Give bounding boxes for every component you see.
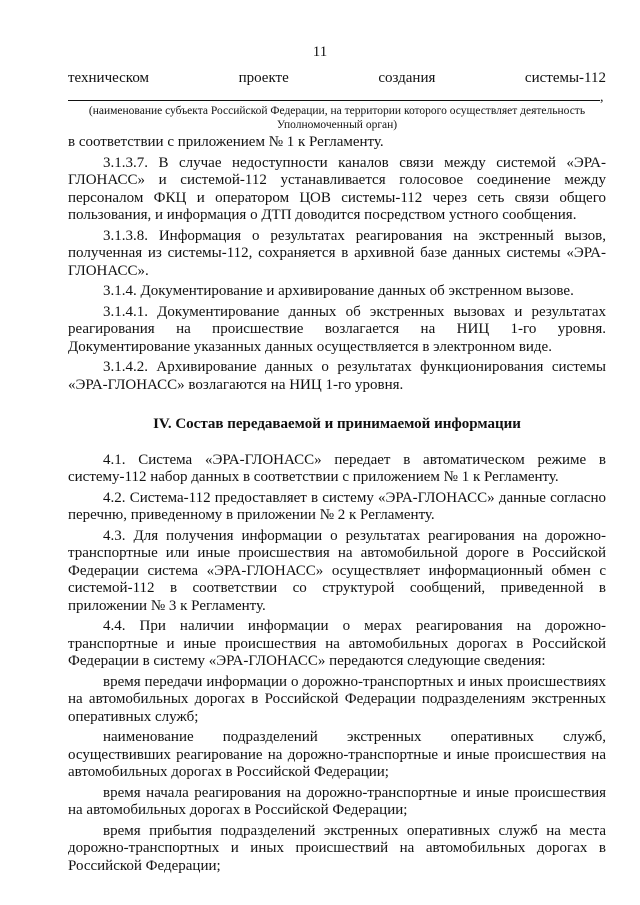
paragraph: 3.1.3.7. В случае недоступности каналов связи между системой «ЭРА-ГЛОНАСС» и системой-112 устанавливается голосовое соединение между персоналом ФКЦ и оператором ЦОВ системы-112 через сеть связи общего пользования, и информация о ДТП доводится посредством устного сообщения. [68,154,606,223]
list-paragraph: наименование подразделений экстренных оперативных служб, осуществивших реагирование на дорожно-транспортные и иные происшествия на автомобильных дорогах в Российской Федерации; [68,729,606,780]
section-heading: IV. Состав передаваемой и принимаемой информации [153,416,521,432]
header-word: системы-112 [524,70,606,86]
paragraph: 4.4. При наличии информации о мерах реагирования на дорожно-транспортные и иные происшествия на автомобильных дорогах в Российской Федерации в систему «ЭРА-ГЛОНАСС» передаются следующие сведения: [68,618,606,669]
header-word: техническом [68,70,150,86]
paragraph: 3.1.4.2. Архивирование данных о результатах функционирования системы «ЭРА-ГЛОНАСС» возлагаются на НИЦ 1-го уровня. [68,359,606,393]
header-word: проекте [238,70,289,86]
list-paragraph: время прибытия подразделений экстренных оперативных служб на места дорожно-транспортных и иных происшествий на автомобильных дорогах в Российской Федерации; [68,822,606,874]
underline-caption: (наименование субъекта Российской Федерации, на территории которого осуществляет деятельность Уполномоченный орган) [88,105,586,131]
list-paragraph: время начала реагирования на дорожно-транспортные и иные происшествия на автомобильных дорогах в Российской Федерации; [68,784,606,818]
fill-in-underline [68,100,600,101]
header-line [68,70,606,87]
paragraph: в соответствии с приложением № 1 к Регламенту. [68,134,384,150]
paragraph: 3.1.3.8. Информация о результатах реагирования на экстренный вызов, полученная из системы-112, сохраняется в архивной базе данных системы «ЭРА-ГЛОНАСС». [68,227,606,279]
paragraph: 4.3. Для получения информации о результатах реагирования на дорожно-транспортные или иные происшествия на автомобильной дороге в Российской Федерации система «ЭРА-ГЛОНАСС» осуществляет информационный обмен с системой-112 в соответствии со структурой сообщений, приведенной в приложении № 3 к Регламенту. [68,527,606,614]
list-paragraph: время передачи информации о дорожно-транспортных и иных происшествиях на автомобильных дорогах в Российской Федерации подразделениям экстренных оперативных служб; [68,673,606,725]
paragraph: 3.1.4. Документирование и архивирование данных об экстренном вызове. [103,283,574,299]
page-number: 11 [312,44,328,60]
paragraph: 4.1. Система «ЭРА-ГЛОНАСС» передает в автоматическом режиме в систему-112 набор данных в соответствии с приложением № 1 к Регламенту. [68,451,606,485]
paragraph: 4.2. Система-112 предоставляет в систему «ЭРА-ГЛОНАСС» данные согласно перечню, приведенному в приложении № 2 к Регламенту. [68,489,606,523]
header-word: создания [378,70,436,86]
paragraph: 3.1.4.1. Документирование данных об экстренных вызовах и результатах реагирования на происшествие возлагается на НИЦ 1-го уровня. Документирование указанных данных осуществляется в электронном виде. [68,303,606,355]
document-body [68,134,606,878]
underline-comma: , [600,90,604,105]
